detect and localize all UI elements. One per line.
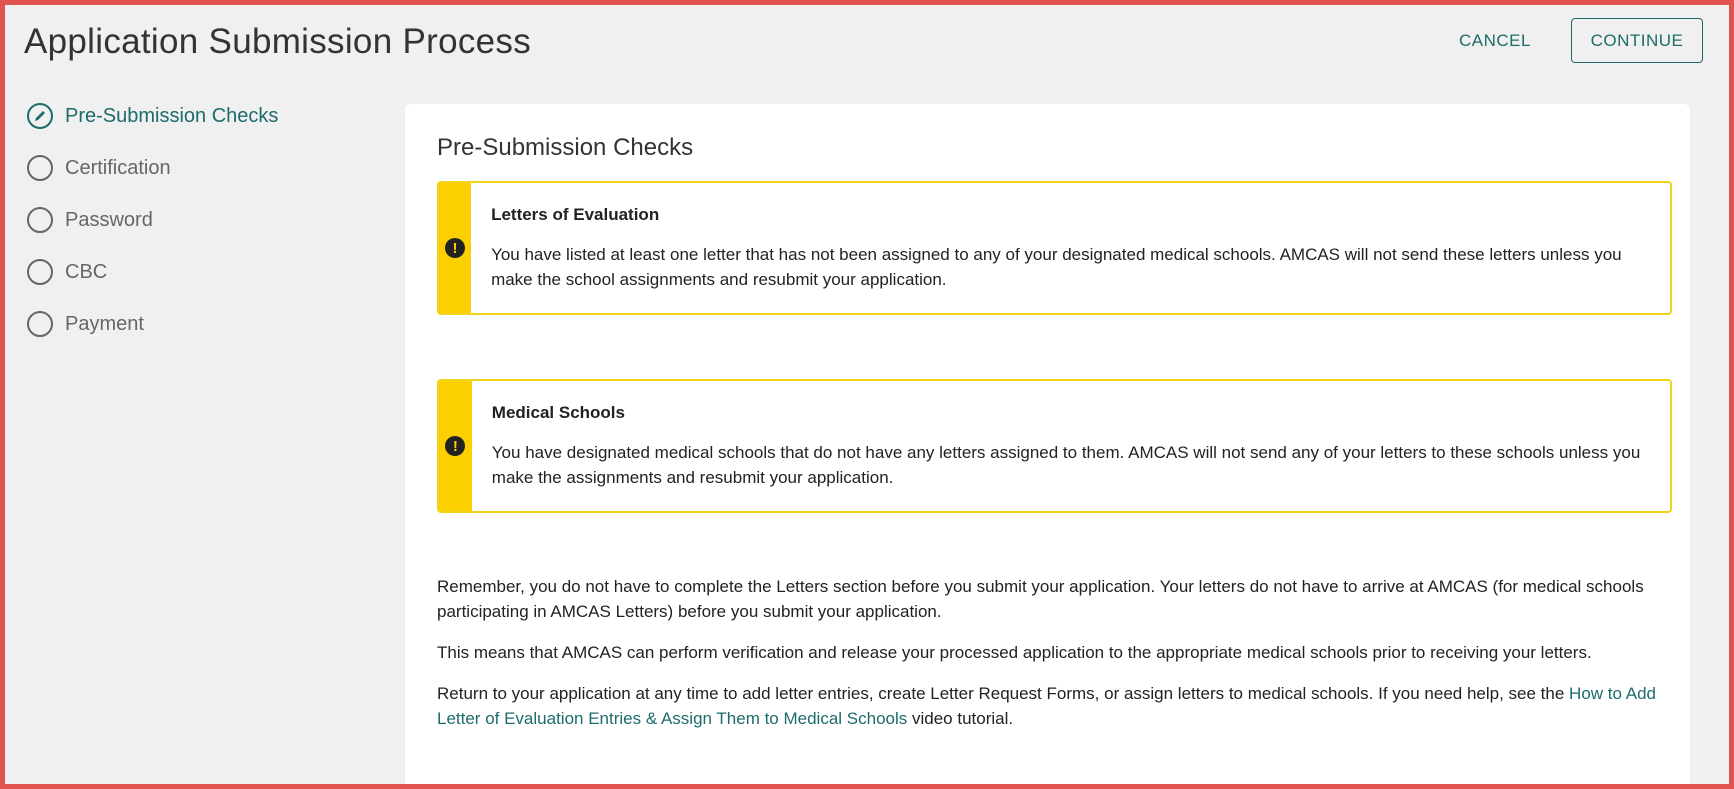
cancel-button[interactable]: CANCEL	[1440, 18, 1550, 63]
help-text-end: video tutorial.	[907, 709, 1014, 728]
step-label: Pre-Submission Checks	[65, 104, 279, 127]
step-label: Password	[65, 208, 153, 231]
page-title: Application Submission Process	[24, 22, 532, 61]
content-card	[405, 104, 1690, 789]
warning-icon: !	[445, 436, 465, 456]
alert-title: Medical Schools	[491, 403, 625, 422]
step-certification[interactable]	[27, 155, 278, 181]
alert-body: You have designated medical schools that do not have any letters assigned to them. AMCAS will not send any of your letters to these schools unless you make the assignments and resubmit your application.	[491, 443, 1641, 487]
step-list	[27, 103, 278, 363]
circle-icon	[27, 311, 53, 337]
continue-button[interactable]: CONTINUE	[1571, 18, 1703, 63]
step-cbc[interactable]	[27, 259, 278, 285]
paragraph: Remember, you do not have to complete the Letters section before you submit your application. Your letters do not have to arrive at AMCAS (for medical schools participating in AMCAS Letters) before you submit your application.	[437, 577, 1644, 621]
pencil-icon	[27, 103, 53, 129]
circle-icon	[27, 207, 53, 233]
section-title: Pre-Submission Checks	[437, 134, 694, 161]
alert-body: You have listed at least one letter that has not been assigned to any of your designated medical schools. AMCAS will not send these letters unless you make the school assignments and resubmit your application.	[491, 245, 1622, 289]
help-paragraph	[437, 681, 1667, 731]
step-payment[interactable]	[27, 311, 278, 337]
step-password[interactable]	[27, 207, 278, 233]
circle-icon	[27, 259, 53, 285]
warning-icon: !	[445, 238, 465, 258]
circle-icon	[27, 155, 53, 181]
alert-medical-schools	[437, 379, 1672, 513]
alert-letters-of-evaluation	[437, 181, 1672, 315]
help-text: Return to your application at any time to add letter entries, create Letter Request Forms, or assign letters to medical schools. If you need help, see the	[437, 684, 1570, 703]
step-label: CBC	[65, 260, 108, 283]
step-pre-submission-checks[interactable]	[27, 103, 278, 129]
video-tutorial-link[interactable]: How to Add Letter of Evaluation Entries & Assign Them to Medical Schools	[437, 684, 1656, 728]
step-label: Certification	[65, 156, 171, 179]
paragraph: This means that AMCAS can perform verification and release your processed application to the appropriate medical schools prior to receiving your letters.	[437, 643, 1592, 662]
info-text	[437, 574, 1667, 747]
alert-title: Letters of Evaluation	[491, 205, 660, 224]
step-label: Payment	[65, 312, 144, 335]
